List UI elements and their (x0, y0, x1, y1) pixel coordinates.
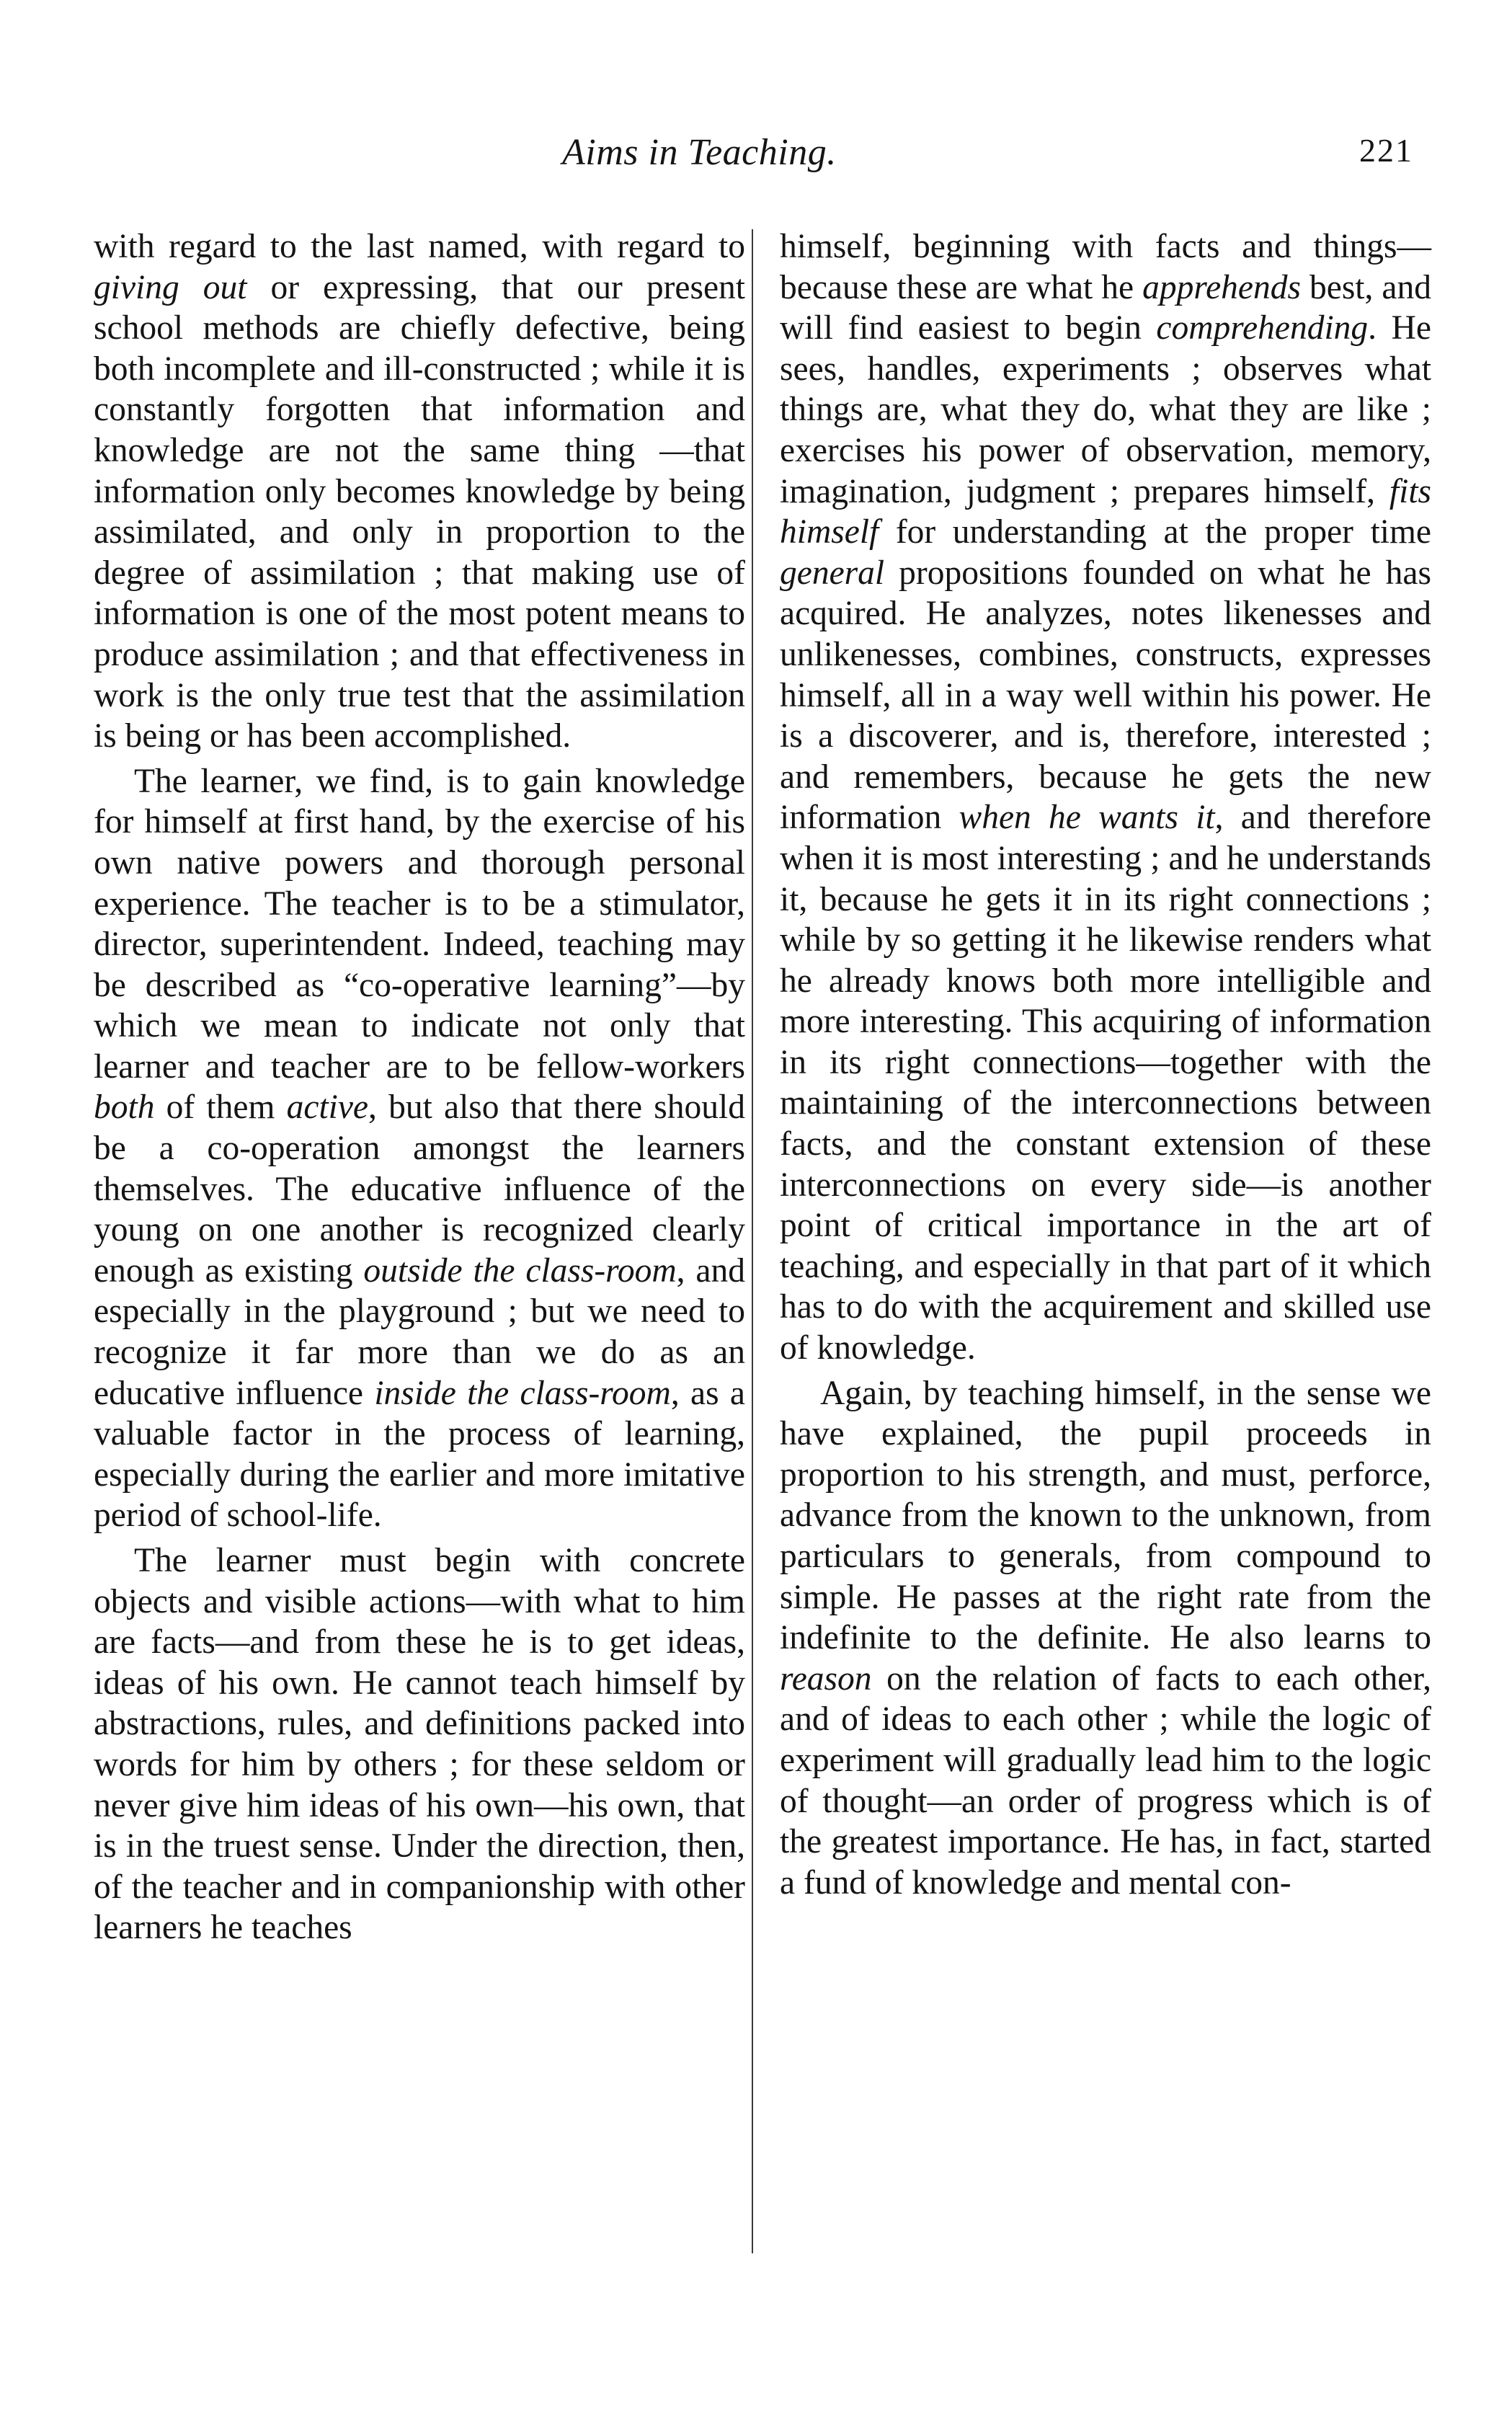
paragraph (780, 226, 1431, 1369)
text-segment: , and especially in the playground ; but we need to recognize it far more than we do as an educative influence (94, 1251, 745, 1412)
right-column (780, 226, 1431, 1903)
text-segment: or expressing, that our present school methods are chiefly defective, being both incomplete and ill-constructed ; while it is constantly forgotten that information and knowledge are not the same thing —that information only becomes knowledge by being assimilated, and only in proportion to the degree of assimilation ; that making use of information is one of the most potent means to produce assimilation ; and that effectiveness in work is the only true test that the assimilation is being or has been accomplished. (94, 268, 745, 755)
italic-phrase: giving out (94, 268, 247, 306)
italic-phrase: when he wants it (959, 799, 1215, 837)
text-segment: The learner must begin with concrete objects and visible actions—with what to him are facts—and from these he is to get ideas, ideas of his own. He cannot teach himself by abstractions, rules, and definitions packed into words for him by others ; for these seldom or never give him ideas of his own—his own, that is in the truest sense. Under the direction, then, of the teacher and in companionship with other learners he teaches (94, 1542, 745, 1947)
italic-phrase: reason (780, 1659, 872, 1698)
text-segment: , but also that there should be a co-operation amongst the learners themselves. The educative influence of the young on one another is recognized clearly enough as existing (94, 1088, 745, 1290)
left-column (94, 226, 745, 1948)
text-segment: on the relation of facts to each other, and of ideas to each other ; while the logic of experiment will gradually lead him to the logic of thought—an order of progress which is of the greatest importance. He has, in fact, started a fund of knowledge and mental con- (780, 1659, 1431, 1902)
text-segment: The learner, we find, is to gain knowledge for himself at first hand, by the exercise of his own native powers and thorough personal experience. The teacher is to be a stimulator, director, superintendent. Indeed, teaching may be described as “co-operative learning”—by which we mean to indicate not only that learner and teacher are to be fellow-workers (94, 762, 745, 1086)
text-segment: himself, beginning with facts and things—because these are what he (780, 228, 1431, 306)
text-segment: Again, by teaching himself, in the sense we have explained, the pupil proceeds in proportion to his strength, and must, perforce, advance from the known to the unknown, from particulars to generals, from compound to simple. He passes at the right rate from the indefinite to the definite. He also learns to (780, 1374, 1431, 1657)
running-title: Aims in Teaching. (562, 132, 837, 173)
paragraph (94, 1540, 745, 1948)
italic-phrase: fits himself (780, 472, 1431, 551)
italic-phrase: active (286, 1088, 369, 1127)
italic-phrase: apprehends (1142, 268, 1301, 306)
text-segment: propositions founded on what he has acquired. He analyzes, notes likenesses and unlikenesses, combines, constructs, expresses himself, all in a way well within his power. He is a discoverer, and is, therefore, interested ; and remembers, because he gets the new information (780, 554, 1431, 837)
running-header (0, 131, 1512, 182)
paragraph (94, 761, 745, 1536)
page-number: 221 (1359, 132, 1413, 169)
italic-phrase: both (94, 1088, 155, 1127)
text-segment: . He sees, handles, experiments ; observes what things are, what they do, what they are like ; exercises his power of observation, memory, imagination, judgment ; prepares himself, (780, 309, 1432, 510)
text-segment: of them (154, 1088, 287, 1127)
italic-phrase: general (780, 554, 885, 592)
text-segment: , as a valuable factor in the process of learning, especially during the earlier and more imitative period of school-life. (94, 1374, 745, 1535)
paragraph (94, 226, 745, 757)
italic-phrase: outside the class-room (363, 1251, 677, 1290)
text-segment: best, and will find easiest to begin (780, 268, 1431, 347)
text-segment: , and therefore when it is most interesting ; and he understands it, because he gets it in its right connections ; while by so getting it he likewise renders what he already knows both more intelligible and more interesting. This acquiring of information in its right connections—together with the maintaining of the interconnections between facts, and the constant extension of these interconnections on every side—is another point of critical importance in the art of teaching, and especially in that part of it which has to do with the acquirement and skilled use of knowledge. (780, 799, 1432, 1367)
italic-phrase: comprehending (1156, 309, 1369, 347)
italic-phrase: inside the class-room (374, 1374, 671, 1412)
paragraph (780, 1373, 1431, 1904)
text-segment: for understanding at the proper time (879, 513, 1431, 551)
text-segment: with regard to the last named, with regard to (94, 228, 745, 265)
column-divider (752, 229, 753, 2253)
